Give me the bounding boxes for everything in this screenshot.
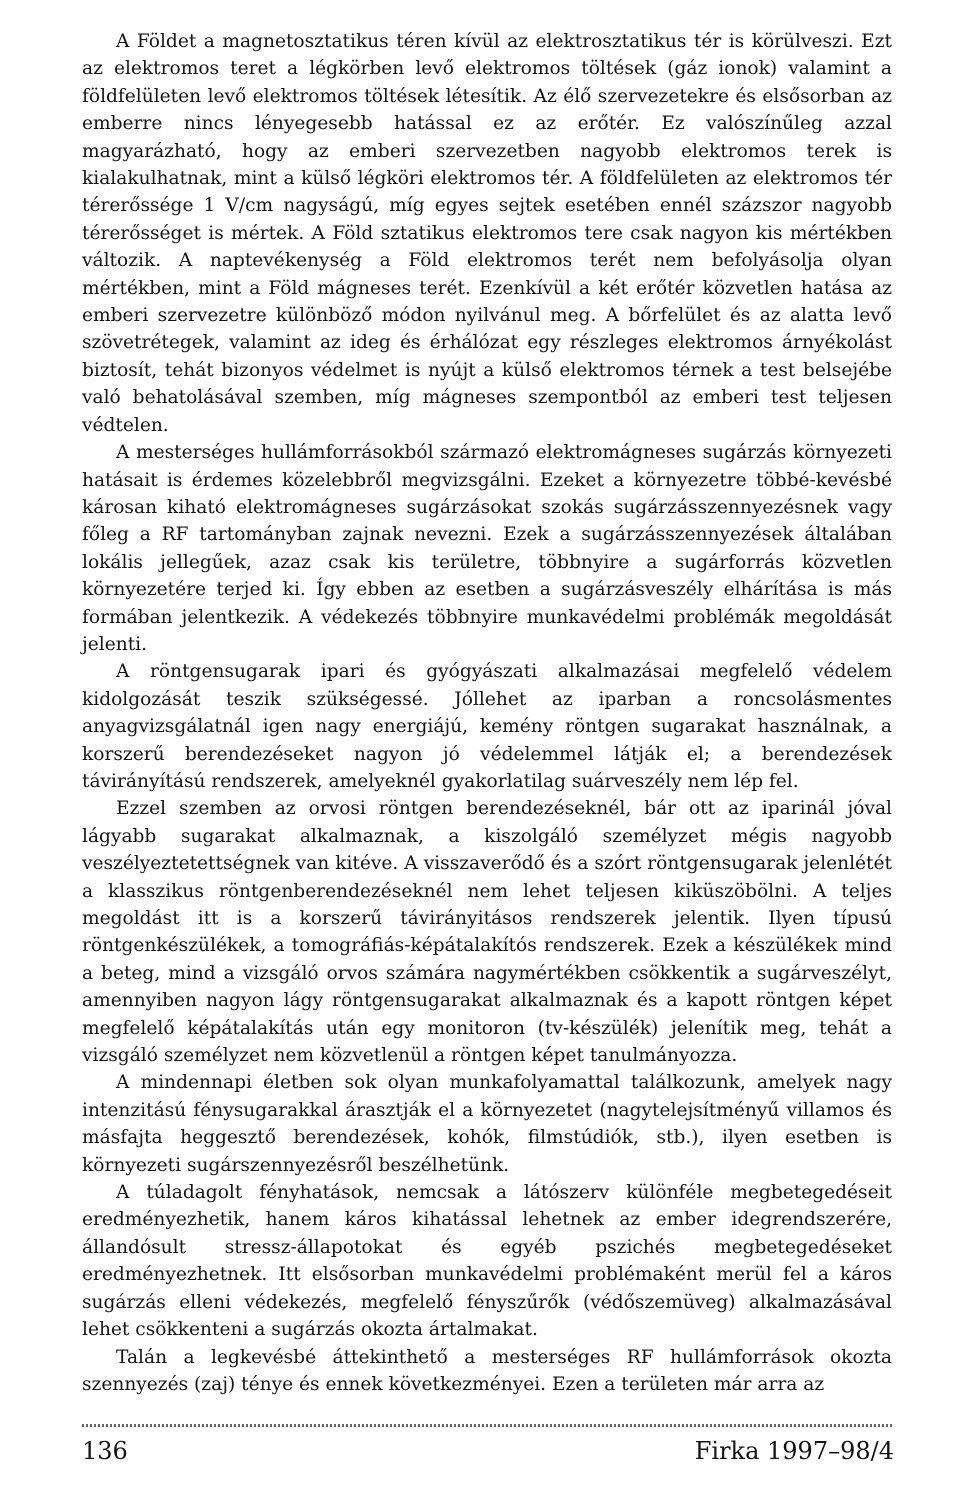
paragraph-7: Talán a legkevésbé áttekinthető a mesterséges RF hullámforrások okozta szennyezés (zaj) ténye és ennek következményei. Ezen a területen már arra az (82, 1346, 892, 1395)
paragraph-5: A mindennapi életben sok olyan munkafolyamattal találkozunk, amelyek nagy intenzitású fénysugarakkal árasztják el a környezetet (nagytelejsítményű villamos és másfajta heggesztő berendezések, kohók, filmstúdiók, stb.), ilyen esetben is környezeti sugárszennyezésről beszélhetünk. (82, 1072, 892, 1176)
paragraph-3: A röntgensugarak ipari és gyógyászati alkalmazásai megfelelő védelem kidolgozását teszik szükségessé. Jóllehet az iparban a roncsolásmentes anyagvizsgálatnál igen nagy energiájú, kemény röntgen sugarakat használnak, a korszerű berendezéseket nagyon jó védelemmel látják el; a berendezések távirányítású rendszerek, amelyeknél gyakorlatilag suárveszély nem lép fel. (82, 661, 892, 792)
paragraph-4: Ezzel szemben az orvosi röntgen berendezéseknél, bár ott az iparinál jóval lágyabb sugarakat alkalmaznak, a kiszolgáló személyzet mégis nagyobb veszélyeztetettségnek van kitéve. A visszaverődő és a szórt röntgensugarak jelenlétét a klasszikus röntgenberendezéseknél nem lehet teljesen kiküszöbölni. A teljes megoldást itt is a korszerű távirányitásos rendszerek jelentik. Ilyen típusú röntgenkészülékek, a tomográfiás-képátalakítós rendszerek. Ezek a készülékek mind a beteg, mind a vizsgáló orvos számára nagymértékben csökkentik a sugárveszélyt, amennyiben nagyon lágy röntgensugarakat alkalmaznak és a kapott röntgen képet megfelelő képátalakítás után egy monitoron (tv-készülék) jelenítik meg, tehát a vizsgáló személyzet nem közvetlenül a röntgen képet tanulmányozza. (82, 798, 892, 1067)
journal-issue: Firka 1997–98/4 (694, 1437, 894, 1465)
footer-divider (82, 1424, 892, 1427)
page-body (82, 28, 892, 1398)
paragraph-1: A Földet a magnetosztatikus téren kívül az elektrosztatikus tér is körülveszi. Ezt az elektromos teret a légkörben levő elektromos töltések (gáz ionok) valamint a földfelületen levő elektromos töltések létesítik. Az élő szervezetekre és elsősorban az emberre nincs lényegesebb hatással ez az erőtér. Ez valószínűleg azzal magyarázható, hogy az emberi szervezetben nagyobb elektromos terek is kialakulhatnak, mint a külső légköri elektromos tér. A földfelületen az elektromos tér térerőssége 1 V/cm nagyságú, míg egyes sejtek esetében ennél százszor nagyobb térerősséget is mértek. A Föld sztatikus elektromos tere csak nagyon kis mértékben változik. A naptevékenység a Föld elektromos terét nem befolyásolja olyan mértékben, mint a Föld mágneses terét. Ezenkívül a két erőtér közvetlen hatása az emberi szervezetre különböző módon nyilvánul meg. A bőrfelület és az alatta levő szövetrétegek, valamint az ideg és érhálózat egy részleges elektromos árnyékolást biztosít, tehát bizonyos védelmet is nyújt a külső elektromos térnek a test belsejébe való behatolásával szemben, míg mágneses szempontból az emberi test teljesen védtelen. (82, 31, 892, 436)
page-number: 136 (82, 1437, 128, 1465)
paragraph-2: A mesterséges hullámforrásokból származó elektromágneses sugárzás környezeti hatásait is érdemes közelebbről megvizsgálni. Ezeket a környezetre többé-kevésbé károsan kiható elektromágneses sugárzásokat szokás sugárzásszennyezésnek vagy főleg a RF tartományban zajnak nevezni. Ezek a sugárzásszennyezések általában lokális jellegűek, azaz csak kis területre, többnyire a sugárforrás közvetlen környezetére terjed ki. Így ebben az esetben a sugárzásveszély elhárítása is más formában jelentkezik. A védekezés többnyire munkavédelmi problémák megoldását jelenti. (82, 442, 892, 655)
paragraph-6: A túladagolt fényhatások, nemcsak a látószerv különféle megbetegedéseit eredményezhetik, hanem káros kihatással lehetnek az ember idegrendszerére, állandósult stressz-állapotokat és egyéb pszichés megbetegedéseket eredményezhetnek. Itt elsősorban munkavédelmi problémaként merül fel a káros sugárzás elleni védekezés, megfelelő fényszűrők (védőszemüveg) alkalmazásával lehet csökkenteni a sugárzás okozta ártalmakat. (82, 1182, 892, 1341)
